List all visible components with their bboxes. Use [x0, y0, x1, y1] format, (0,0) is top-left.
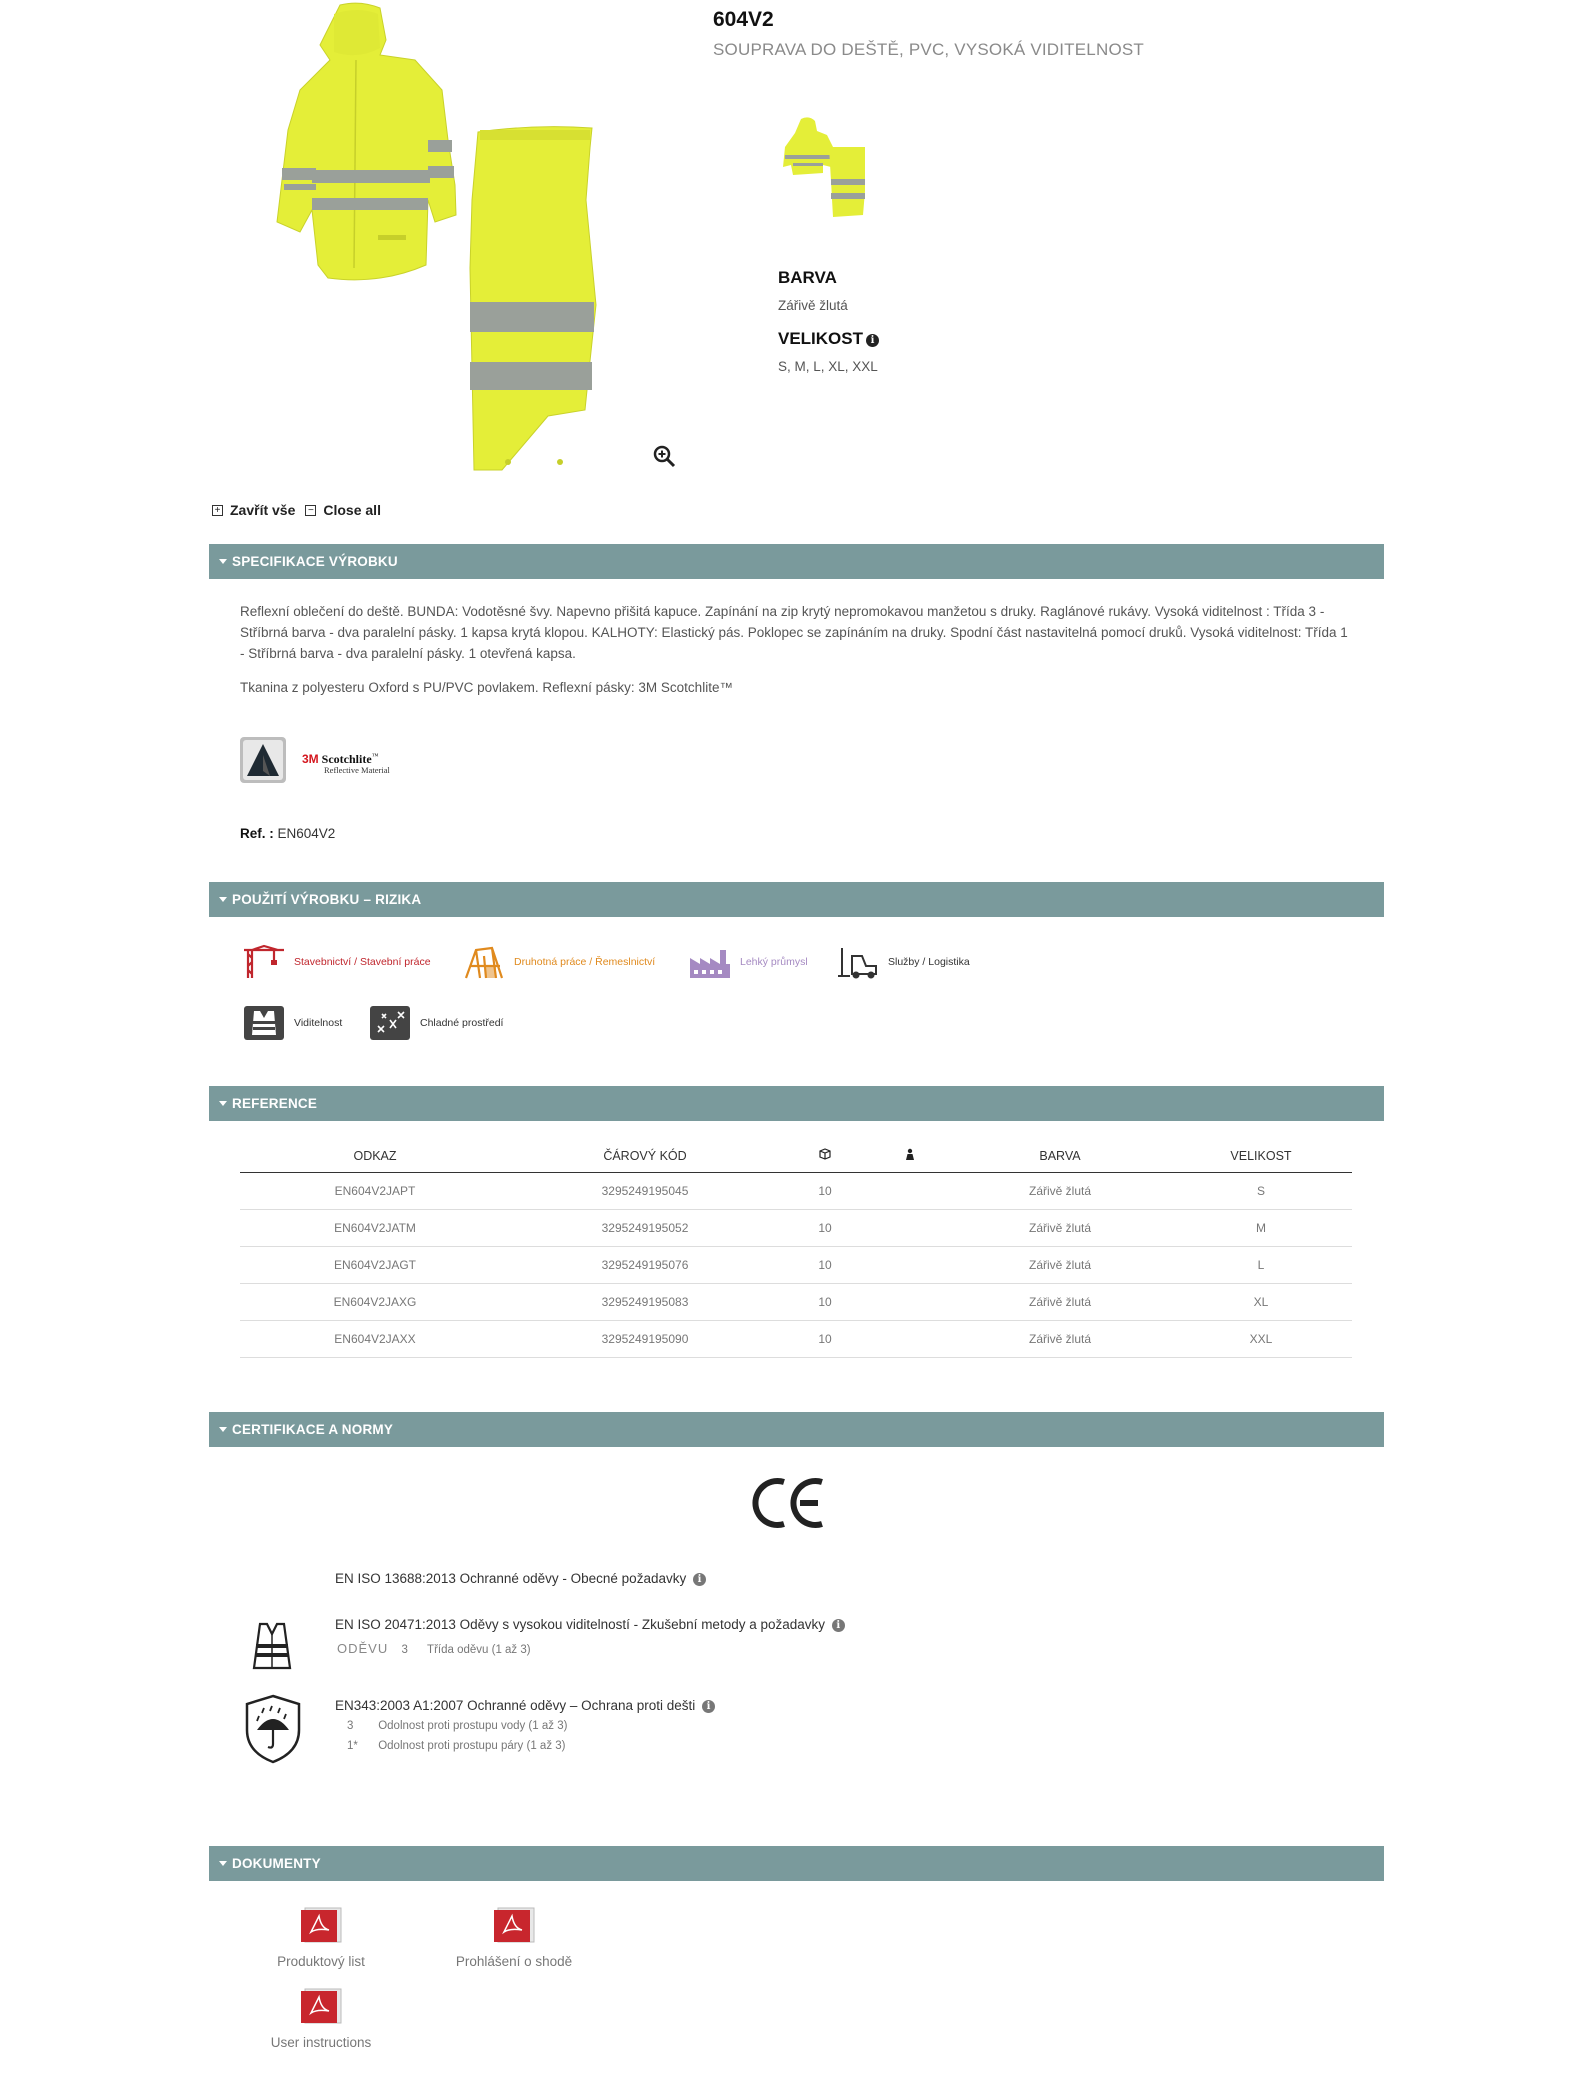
norm-en343-vapour — [347, 1740, 566, 1752]
col-header-size: VELIKOST — [1170, 1140, 1352, 1172]
product-thumbnail[interactable] — [778, 110, 872, 220]
usage-label: Stavebnictví / Stavební práce — [294, 956, 431, 968]
norm-sub-desc: Odolnost proti prostupu páry (1 až 3) — [378, 1740, 566, 1752]
norm-sub-value: 3 — [401, 1644, 408, 1656]
risk-visibility — [244, 1006, 342, 1040]
norm-sub-desc: Třída oděvu (1 až 3) — [427, 1644, 531, 1656]
expand-all-label: Zavřít vše — [230, 502, 296, 518]
minus-icon: − — [305, 505, 316, 516]
spec-description: Reflexní oblečení do deště. BUNDA: Vodotěsné švy. Napevno přišitá kapuce. Zapínání na zip krytý nepromokavou manžetou s druky. Raglánové rukávy. Vysoká viditelnost : Třída 3 - Stříbrná barva - dva paralelní pásky. 1 kapsa krytá klopou. KALHOTY: Elastický pás. Poklopec se zapínáním na druky. Spodní část nastavitelná pomocí druků. Vysoká viditelnost: Třída 1 - Stříbrná barva - dva paralelní pásky. 1 otevřená kapsa. — [240, 604, 1348, 661]
table-row[interactable] — [240, 1172, 1352, 1209]
trousers-illustration — [470, 127, 596, 470]
pdf-icon — [492, 1906, 536, 1944]
section-header-spec[interactable] — [209, 544, 1384, 579]
size-label-text: VELIKOST — [778, 329, 864, 348]
document-label: Prohlášení o shodě — [455, 1954, 573, 1969]
cell-barcode: 3295249195052 — [510, 1209, 780, 1246]
house-frame-icon — [462, 944, 506, 980]
pdf-icon — [299, 1987, 343, 2025]
hivis-vest-icon — [244, 1006, 284, 1040]
factory-icon — [688, 944, 732, 980]
cell-ref: EN604V2JAXX — [240, 1320, 510, 1357]
reference-line — [240, 826, 335, 841]
zoom-icon[interactable] — [652, 444, 678, 470]
cell-size: S — [1170, 1172, 1352, 1209]
cell-barcode: 3295249195090 — [510, 1320, 780, 1357]
usage-label: Lehký průmysl — [740, 956, 808, 968]
section-header-documents[interactable] — [209, 1846, 1384, 1881]
cell-size: L — [1170, 1246, 1352, 1283]
info-icon[interactable]: i — [702, 1700, 715, 1713]
table-row[interactable] — [240, 1320, 1352, 1357]
section-title: SPECIFIKACE VÝROBKU — [232, 554, 398, 569]
table-row[interactable] — [240, 1209, 1352, 1246]
plus-icon: + — [212, 505, 223, 516]
cell-qty: 10 — [780, 1246, 870, 1283]
col-header-color: BARVA — [950, 1140, 1170, 1172]
color-label: BARVA — [778, 268, 837, 287]
jacket-illustration — [277, 3, 456, 280]
risk-label: Viditelnost — [294, 1017, 343, 1029]
person-icon — [870, 1140, 950, 1172]
cell-ref: EN604V2JAGT — [240, 1246, 510, 1283]
cell-person — [870, 1209, 950, 1246]
cell-qty: 10 — [780, 1283, 870, 1320]
cell-person — [870, 1246, 950, 1283]
caret-down-icon — [219, 1427, 227, 1432]
cell-person — [870, 1172, 950, 1209]
umbrella-shield-icon — [244, 1694, 302, 1764]
ce-mark-icon — [752, 1474, 826, 1532]
cell-ref: EN604V2JAXG — [240, 1283, 510, 1320]
pdf-icon — [299, 1906, 343, 1944]
document-label: Produktový list — [277, 1954, 365, 1969]
close-all-button[interactable] — [305, 502, 381, 518]
brand-subtitle: Reflective Material — [324, 765, 390, 775]
size-value: S, M, L, XL, XXL — [778, 359, 878, 374]
norm-en343 — [335, 1698, 715, 1713]
caret-down-icon — [219, 1101, 227, 1106]
size-label — [778, 329, 879, 349]
norm-title: EN343:2003 A1:2007 Ochranné oděvy – Ochrana proti dešti — [335, 1698, 696, 1713]
brand-scotchlite: Scotchlite — [321, 752, 372, 766]
brand-trademark: ™ — [371, 752, 379, 760]
usage-construction — [242, 944, 431, 980]
document-user-instructions[interactable] — [231, 1987, 411, 2050]
table-header-row — [240, 1140, 1352, 1172]
section-title: REFERENCE — [232, 1096, 318, 1111]
reference-table — [240, 1140, 1352, 1358]
cell-barcode: 3295249195045 — [510, 1172, 780, 1209]
document-declaration[interactable] — [424, 1906, 604, 1969]
table-row[interactable] — [240, 1246, 1352, 1283]
info-icon[interactable]: i — [832, 1619, 845, 1632]
caret-down-icon — [219, 897, 227, 902]
norm-title: EN ISO 20471:2013 Oděvy s vysokou viditelností - Zkušební metody a požadavky — [335, 1617, 826, 1632]
cell-color: Zářivě žlutá — [950, 1209, 1170, 1246]
cell-color: Zářivě žlutá — [950, 1283, 1170, 1320]
forklift-icon — [836, 944, 880, 980]
crane-icon — [242, 944, 286, 980]
section-header-reference[interactable] — [209, 1086, 1384, 1121]
cell-color: Zářivě žlutá — [950, 1246, 1170, 1283]
risk-label: Chladné prostředí — [420, 1017, 504, 1029]
ref-label: Ref. : — [240, 826, 274, 841]
section-header-usage[interactable] — [209, 882, 1384, 917]
document-product-sheet[interactable] — [231, 1906, 411, 1969]
norm-en343-water — [347, 1720, 567, 1732]
snow-icon — [370, 1006, 410, 1040]
cell-ref: EN604V2JAPT — [240, 1172, 510, 1209]
section-title: DOKUMENTY — [232, 1856, 321, 1871]
scotchlite-logo — [302, 750, 422, 780]
norm-en13688 — [335, 1571, 706, 1586]
cell-person — [870, 1320, 950, 1357]
col-header-barcode: ČÁROVÝ KÓD — [510, 1140, 780, 1172]
usage-logistics — [836, 944, 970, 980]
brand-3m: 3M — [302, 752, 319, 766]
expand-collapse-controls — [212, 502, 385, 518]
usage-light-industry — [688, 944, 808, 980]
usage-crafts — [462, 944, 655, 980]
cell-size: XL — [1170, 1283, 1352, 1320]
cell-qty: 10 — [780, 1209, 870, 1246]
close-all-label: Close all — [323, 502, 381, 518]
product-name: SOUPRAVA DO DEŠTĚ, PVC, VYSOKÁ VIDITELNOST — [713, 40, 1144, 59]
section-header-certification[interactable] — [209, 1412, 1384, 1447]
cell-barcode: 3295249195083 — [510, 1283, 780, 1320]
cell-ref: EN604V2JATM — [240, 1209, 510, 1246]
cell-qty: 10 — [780, 1320, 870, 1357]
spec-material: Tkanina z polyesteru Oxford s PU/PVC povlakem. Reflexní pásky: 3M Scotchlite™ — [240, 680, 733, 695]
info-icon[interactable]: i — [693, 1573, 706, 1586]
col-header-odkaz: ODKAZ — [240, 1140, 510, 1172]
table-row[interactable] — [240, 1283, 1352, 1320]
norm-sub-desc: Odolnost proti prostupu vody (1 až 3) — [378, 1720, 568, 1732]
cell-qty: 10 — [780, 1172, 870, 1209]
cell-color: Zářivě žlutá — [950, 1320, 1170, 1357]
norm-en20471 — [335, 1617, 845, 1632]
caret-down-icon — [219, 1861, 227, 1866]
product-main-image[interactable] — [230, 0, 690, 478]
section-title: POUŽITÍ VÝROBKU – RIZIKA — [232, 892, 422, 907]
expand-all-button[interactable] — [212, 502, 295, 518]
risk-cold — [370, 1006, 503, 1040]
cell-barcode: 3295249195076 — [510, 1246, 780, 1283]
cell-size: XXL — [1170, 1320, 1352, 1357]
usage-label: Druhotná práce / Řemeslnictví — [514, 956, 656, 968]
norm-title: EN ISO 13688:2013 Ochranné oděvy - Obecné požadavky — [335, 1571, 687, 1586]
usage-label: Služby / Logistika — [888, 956, 970, 968]
hivis-vest-icon — [250, 1622, 294, 1670]
section-title: CERTIFIKACE A NORMY — [232, 1422, 394, 1437]
cell-color: Zářivě žlutá — [950, 1172, 1170, 1209]
info-icon[interactable]: i — [866, 334, 879, 347]
norm-sub-value: 1* — [347, 1740, 358, 1752]
color-value: Zářivě žlutá — [778, 298, 848, 313]
norm-en20471-class — [337, 1641, 531, 1656]
product-code: 604V2 — [713, 8, 774, 31]
cell-size: M — [1170, 1209, 1352, 1246]
caret-down-icon — [219, 559, 227, 564]
cell-person — [870, 1283, 950, 1320]
box-icon — [780, 1140, 870, 1172]
ref-value: EN604V2 — [277, 826, 336, 841]
norm-sub-label: ODĚVU — [337, 1641, 389, 1656]
deltaplus-logo-icon — [240, 737, 286, 783]
norm-sub-value: 3 — [347, 1720, 354, 1732]
document-label: User instructions — [270, 2035, 372, 2050]
